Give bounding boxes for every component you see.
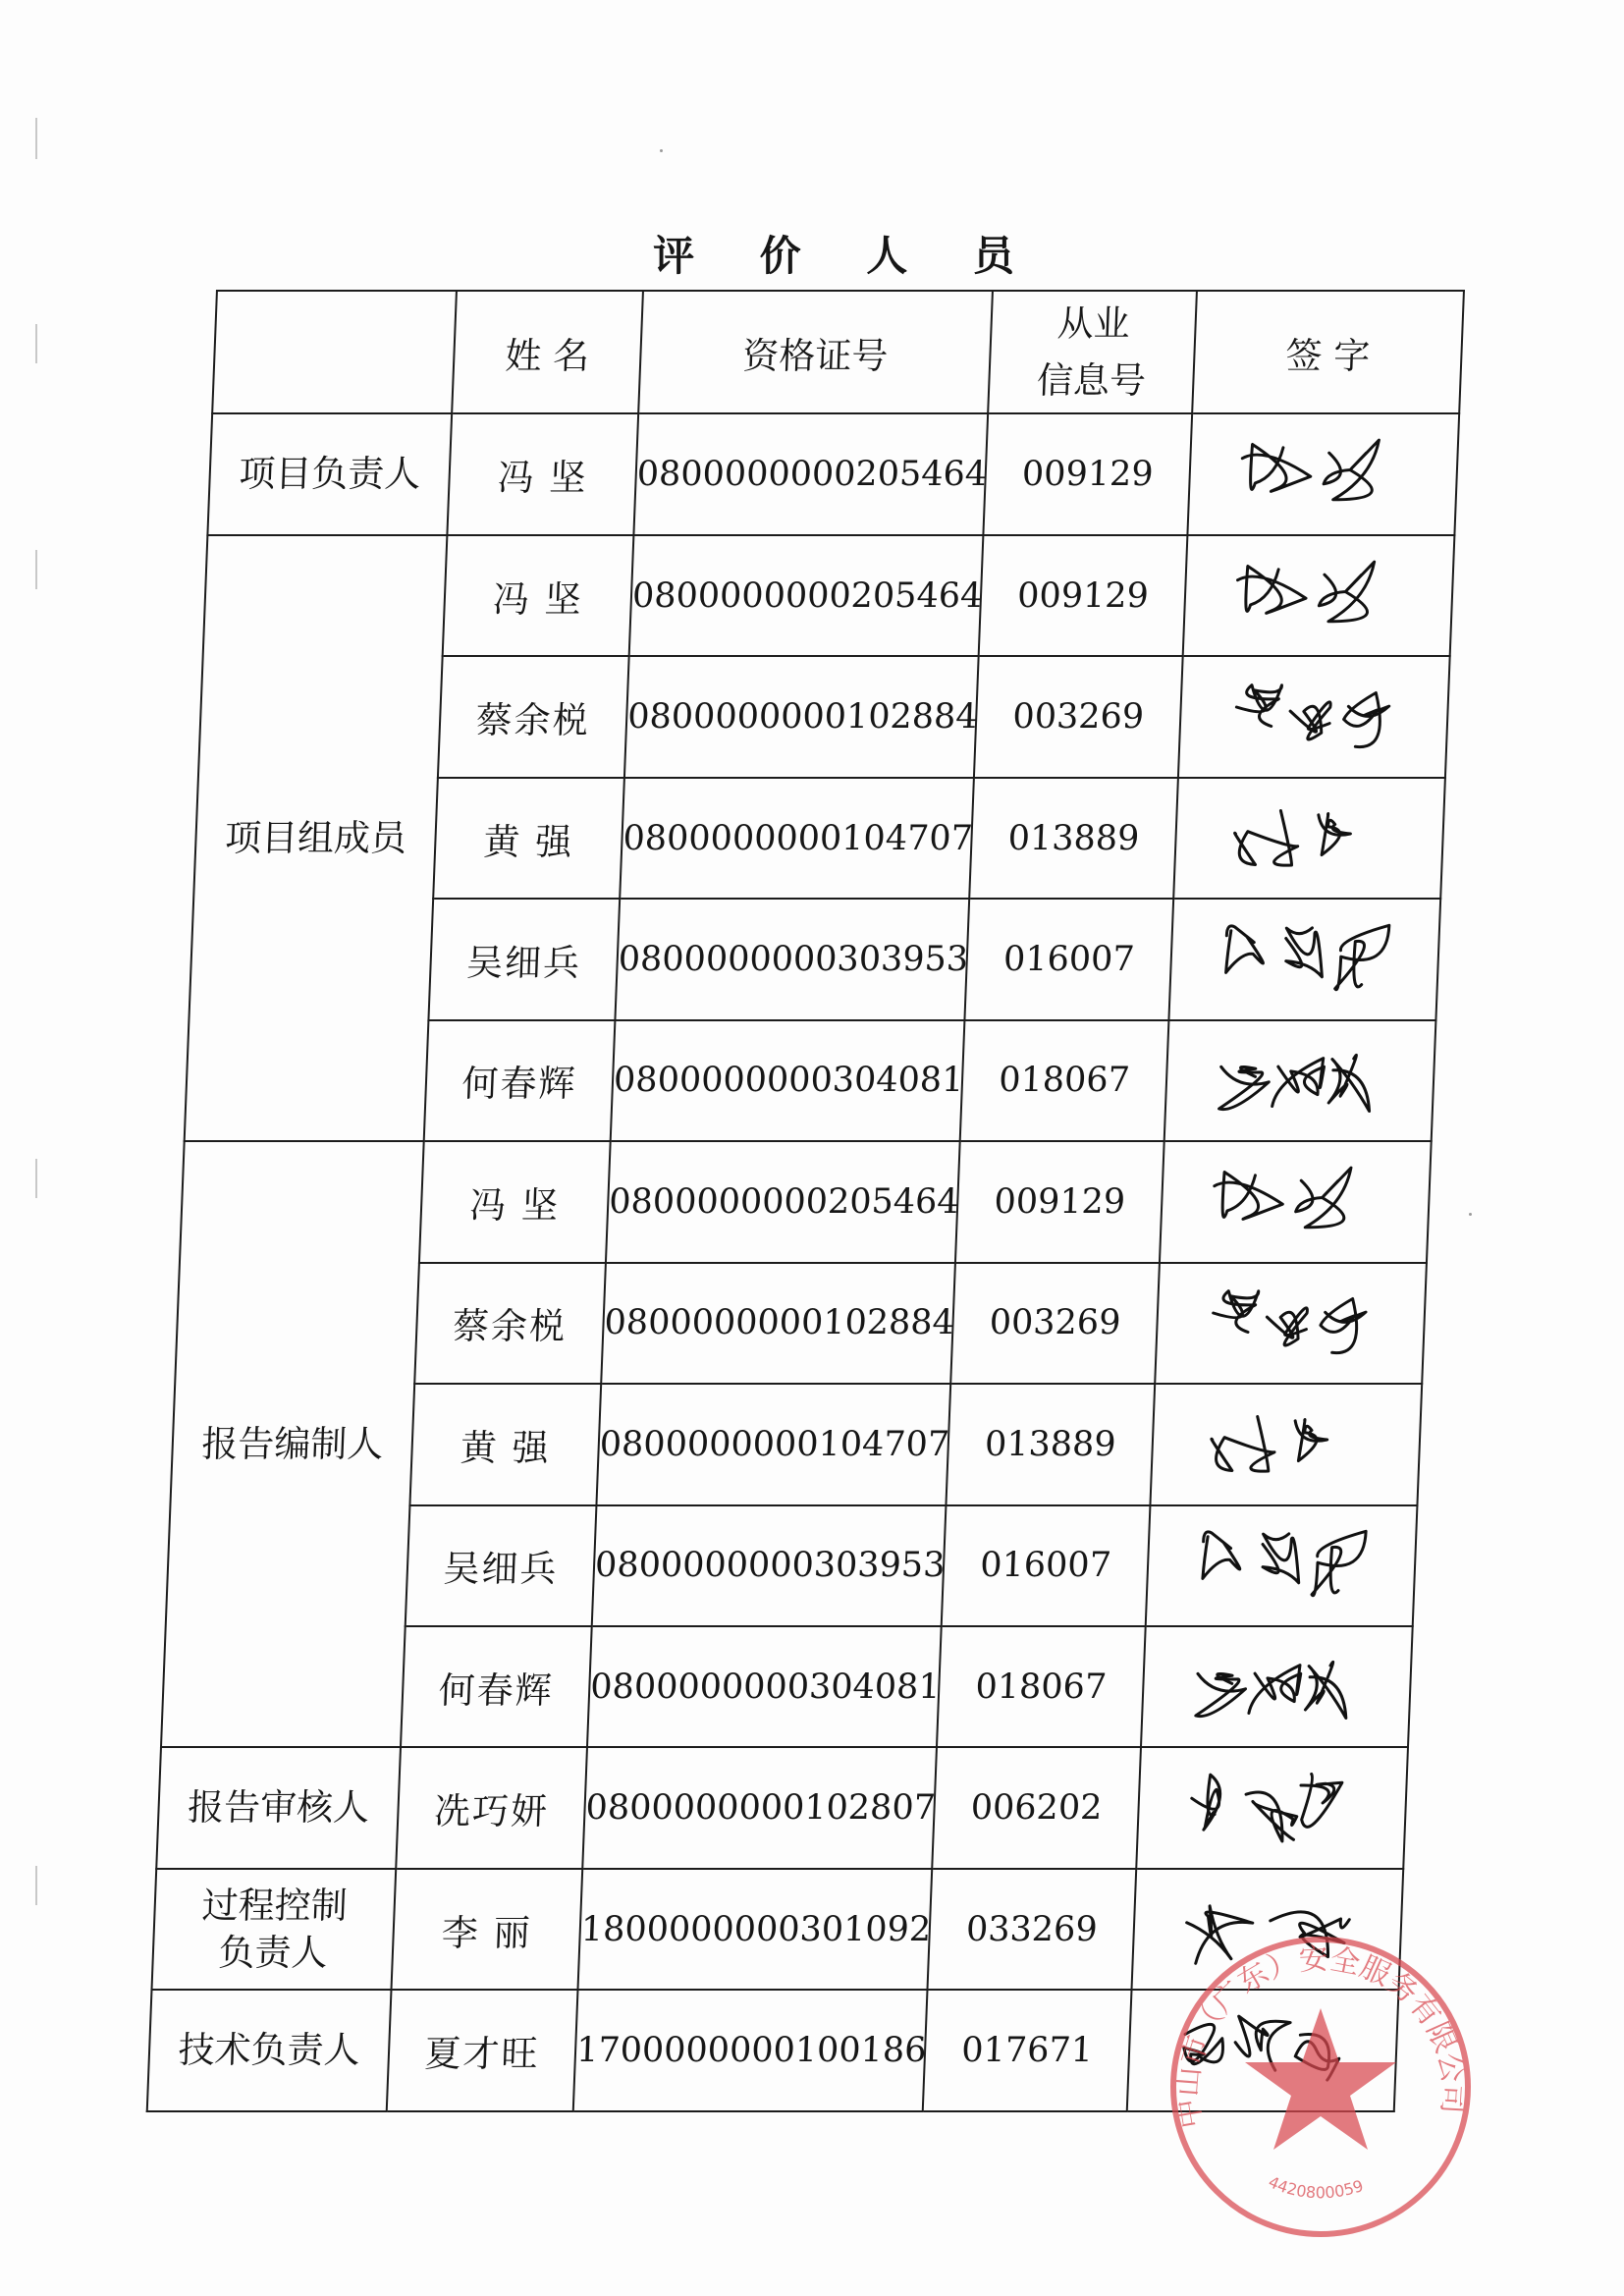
handwritten-signature xyxy=(1204,663,1424,771)
personnel-table xyxy=(146,290,1465,2112)
name-cell: 黄 强 xyxy=(409,1384,601,1504)
header-info-line1: 从业 xyxy=(1056,301,1131,345)
signature-stroke xyxy=(1328,1056,1372,1112)
signature-stroke xyxy=(1305,1662,1348,1718)
signature-stroke xyxy=(1289,702,1330,739)
cert-cell: 0800000000102884 xyxy=(624,656,979,777)
signature-cell xyxy=(1173,778,1445,899)
info-cell: 033269 xyxy=(927,1869,1136,1990)
signature-stroke xyxy=(1202,1532,1241,1579)
cert-cell: 0800000000205464 xyxy=(606,1141,960,1262)
scan-edge-mark xyxy=(35,1866,37,1905)
company-seal xyxy=(1159,1925,1483,2249)
cert-cell: 1700000000100186 xyxy=(573,1990,928,2111)
cert-cell: 1800000000301092 xyxy=(577,1869,932,1990)
signature-stroke xyxy=(1266,1308,1307,1345)
signature-stroke xyxy=(1196,1673,1246,1716)
name-cell: 蔡余棁 xyxy=(438,656,629,777)
cert-cell: 0800000000303953 xyxy=(615,899,969,1019)
info-cell: 009129 xyxy=(979,535,1188,656)
scan-speck xyxy=(660,149,663,152)
scan-edge-mark xyxy=(35,118,37,159)
info-cell: 013889 xyxy=(946,1384,1155,1504)
name-cell: 夏才旺 xyxy=(387,1990,578,2111)
signature-stroke xyxy=(1244,1792,1298,1841)
name-cell: 何春辉 xyxy=(401,1626,592,1747)
info-cell: 013889 xyxy=(969,778,1178,899)
info-cell: 017671 xyxy=(923,1990,1132,2111)
signature-stroke xyxy=(1272,1059,1325,1107)
signature-cell xyxy=(1160,1141,1432,1262)
header-row xyxy=(212,291,1464,413)
role-cell xyxy=(156,1747,401,1868)
seal-star-icon xyxy=(1245,2008,1396,2150)
signature-cell xyxy=(1164,1020,1436,1141)
name-cell: 何春辉 xyxy=(424,1020,616,1141)
signature-stroke xyxy=(1317,813,1351,854)
signature-cell xyxy=(1146,1505,1418,1626)
handwritten-signature xyxy=(1185,1148,1405,1256)
table-row xyxy=(203,535,1455,656)
header-cert: 资格证号 xyxy=(638,291,993,413)
handwritten-signature xyxy=(1214,420,1434,528)
signature-stroke xyxy=(1319,562,1375,622)
handwritten-signature xyxy=(1166,1633,1386,1741)
cert-cell: 0800000000104707 xyxy=(596,1384,950,1504)
signature-stroke xyxy=(1312,1532,1366,1596)
name-cell: 冼巧妍 xyxy=(396,1747,587,1868)
signature-stroke xyxy=(1262,1534,1301,1583)
signature-cell xyxy=(1168,899,1440,1019)
header-info-line2: 信息号 xyxy=(1036,358,1147,402)
info-cell: 018067 xyxy=(960,1020,1169,1141)
handwritten-signature xyxy=(1171,1511,1391,1619)
scan-edge-mark xyxy=(35,550,37,589)
info-cell: 009129 xyxy=(955,1141,1164,1262)
table-row xyxy=(156,1747,1408,1868)
role-label: 技术负责人 xyxy=(177,2029,361,2072)
role-cell xyxy=(185,535,448,1141)
info-cell: 016007 xyxy=(942,1505,1151,1626)
handwritten-signature xyxy=(1195,905,1415,1013)
info-cell: 018067 xyxy=(937,1626,1146,1747)
signature-stroke xyxy=(1249,1665,1301,1713)
info-cell: 003269 xyxy=(950,1263,1160,1384)
cert-cell: 0800000000102884 xyxy=(601,1263,955,1384)
role-cell xyxy=(151,1869,396,1990)
signature-cell xyxy=(1141,1626,1413,1747)
info-cell: 009129 xyxy=(983,413,1192,534)
role-cell xyxy=(147,1990,392,2111)
handwritten-signature xyxy=(1162,1754,1381,1862)
role-label: 项目负责人 xyxy=(238,453,422,496)
handwritten-signature xyxy=(1199,785,1419,893)
handwritten-signature xyxy=(1209,542,1429,650)
name-cell: 冯 坚 xyxy=(419,1141,611,1262)
role-label: 报告编制人 xyxy=(200,1422,385,1465)
cert-cell: 0800000000304081 xyxy=(611,1020,965,1141)
role-cell xyxy=(207,413,452,534)
seal-number: 4420800059 xyxy=(1265,2172,1366,2203)
signature-stroke xyxy=(1219,1067,1270,1110)
info-cell: 003269 xyxy=(974,656,1183,777)
signature-stroke xyxy=(1295,1168,1351,1228)
signature-stroke xyxy=(1323,440,1379,500)
signature-stroke xyxy=(1241,445,1312,492)
signature-stroke xyxy=(1213,1291,1259,1333)
signature-cell xyxy=(1183,535,1455,656)
header-sign: 签 字 xyxy=(1192,291,1464,413)
signature-cell xyxy=(1136,1747,1408,1868)
cert-cell: 0800000000205464 xyxy=(633,413,988,534)
scan-edge-mark xyxy=(35,1159,37,1198)
signature-stroke xyxy=(1294,1419,1328,1460)
signature-stroke xyxy=(1236,566,1307,613)
name-cell: 冯 坚 xyxy=(443,535,634,656)
header-name: 姓 名 xyxy=(452,291,643,413)
table-row xyxy=(207,413,1459,534)
signature-stroke xyxy=(1335,925,1389,989)
info-cell: 006202 xyxy=(932,1747,1141,1868)
name-cell: 蔡余棁 xyxy=(414,1263,606,1384)
cert-cell: 0800000000304081 xyxy=(587,1626,942,1747)
role-cell xyxy=(161,1141,424,1747)
handwritten-signature xyxy=(1190,1026,1410,1134)
signature-cell xyxy=(1187,413,1459,534)
role-label: 项目组成员 xyxy=(224,816,407,859)
role-label: 负责人 xyxy=(217,1931,329,1974)
name-cell: 吴细兵 xyxy=(406,1505,597,1626)
table-row xyxy=(180,1141,1432,1262)
signature-stroke xyxy=(1299,1775,1342,1828)
handwritten-signature xyxy=(1176,1391,1396,1499)
handwritten-signature xyxy=(1180,1269,1400,1377)
page-title: 评 价 人 员 xyxy=(653,232,1040,280)
role-label: 过程控制 xyxy=(200,1884,349,1927)
signature-stroke xyxy=(1320,1299,1367,1353)
signature-stroke xyxy=(1214,1172,1284,1219)
header-role-cell xyxy=(212,291,457,413)
name-cell: 李 丽 xyxy=(391,1869,582,1990)
signature-stroke xyxy=(1343,693,1390,747)
signature-stroke xyxy=(1211,1416,1276,1471)
role-label: 报告审核人 xyxy=(187,1786,370,1830)
signature-stroke xyxy=(1284,928,1324,977)
name-cell: 冯 坚 xyxy=(447,413,638,534)
cert-cell: 0800000000102807 xyxy=(582,1747,937,1868)
signature-cell xyxy=(1178,656,1450,777)
name-cell: 吴细兵 xyxy=(428,899,620,1019)
cert-cell: 0800000000303953 xyxy=(592,1505,947,1626)
personnel-table-wrapper xyxy=(146,290,1463,2112)
cert-cell: 0800000000205464 xyxy=(629,535,984,656)
scan-speck xyxy=(1469,1213,1472,1216)
signature-stroke xyxy=(1233,810,1299,865)
signature-cell xyxy=(1150,1384,1422,1504)
cert-cell: 0800000000104707 xyxy=(620,778,974,899)
signature-stroke xyxy=(1191,1775,1221,1830)
signature-cell xyxy=(1155,1263,1427,1384)
info-cell: 016007 xyxy=(964,899,1173,1019)
signature-stroke xyxy=(1225,926,1265,973)
seal-text: 中山市（广东）安全服务有限公司 xyxy=(1170,1941,1471,2131)
signature-stroke xyxy=(1236,685,1282,727)
name-cell: 黄 强 xyxy=(433,778,624,899)
scan-edge-mark xyxy=(35,324,37,363)
header-info xyxy=(988,291,1197,413)
